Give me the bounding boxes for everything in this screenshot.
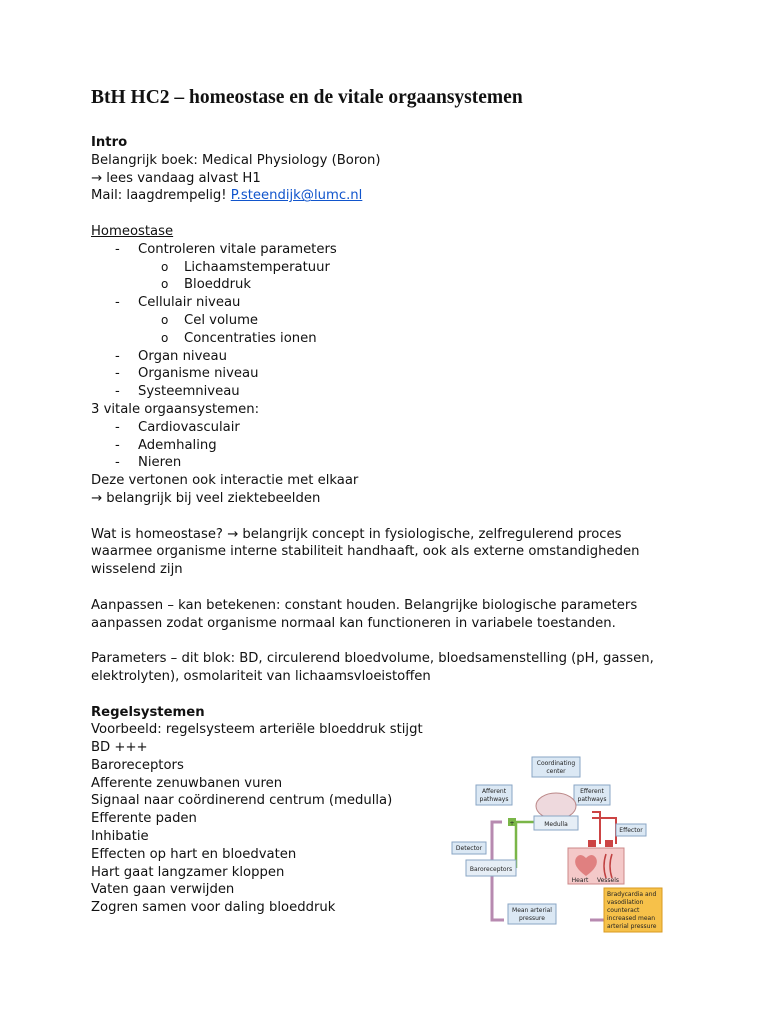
bullet-marker: o <box>161 312 169 327</box>
vessels-label: Vessels <box>596 877 620 884</box>
efferent-pathways-label: pathways <box>577 796 607 803</box>
systems-intro: 3 vitale orgaansystemen: <box>91 401 260 417</box>
medulla-label: Medulla <box>544 821 568 828</box>
arrow-icon: → <box>91 170 103 186</box>
mean-arterial-label: Mean arterial <box>512 907 552 914</box>
arrow-icon: → <box>227 526 239 542</box>
paragraph: Aanpassen – kan betekenen: constant houden. Belangrijke biologische parameters aanpassen zodat organisme normaal kan functioneren in variabele toestanden. <box>91 597 638 631</box>
regelsystemen-heading: Regelsystemen <box>91 704 205 720</box>
regel-line: Afferente zenuwbanen vuren <box>91 775 283 791</box>
list-item <box>91 365 691 383</box>
detector-label: Detector <box>455 845 483 852</box>
list-item <box>91 348 691 366</box>
interaction-note-text: belangrijk bij veel ziektebeelden <box>106 490 321 506</box>
list-item-label: Systeemniveau <box>138 384 240 400</box>
mail-prefix: Mail: laagdrempelig! <box>91 188 231 204</box>
dash-marker: - <box>115 241 120 257</box>
dash-marker: - <box>115 366 120 382</box>
list-item <box>91 241 691 259</box>
interaction-note <box>91 490 691 508</box>
list-item <box>91 419 691 437</box>
effector-label: Effector <box>619 827 643 834</box>
regel-line: Inhibatie <box>91 829 149 845</box>
list-item-label: Controleren vitale parameters <box>138 241 337 257</box>
list-item <box>91 276 691 294</box>
dash-marker: - <box>115 419 120 435</box>
list-item-label: Lichaamstemperatuur <box>184 259 330 275</box>
center-label: center <box>546 768 566 775</box>
dash-marker: - <box>115 437 120 453</box>
pressure-label: pressure <box>519 915 545 922</box>
list-item-label: Organisme niveau <box>138 366 259 382</box>
list-item-label: Cardiovasculair <box>138 419 240 435</box>
baroreceptor-reflex-diagram <box>440 752 670 937</box>
note-line: Bradycardia and <box>607 891 657 898</box>
list-item-label: Ademhaling <box>138 437 217 453</box>
list-item-label: Bloeddruk <box>184 277 252 293</box>
minus-icon <box>605 840 613 847</box>
regel-line: Hart gaat langzamer kloppen <box>91 864 285 880</box>
list-item <box>91 454 691 472</box>
mail-line <box>91 187 691 205</box>
interaction-line: Deze vertonen ook interactie met elkaar <box>91 473 359 489</box>
mail-link[interactable]: P.steendijk@lumc.nl <box>230 188 363 204</box>
regel-line: Effecten op hart en bloedvaten <box>91 846 297 862</box>
regel-line: BD +++ <box>91 740 148 756</box>
note-line: vasodilation <box>607 899 644 906</box>
dash-marker: - <box>115 455 120 471</box>
afferent-label: Afferent <box>481 788 507 795</box>
regel-line: Zogren samen voor daling bloeddruk <box>91 900 336 916</box>
list-item <box>91 383 691 401</box>
note-line: counteract <box>607 907 640 914</box>
intro-arrow-line <box>91 170 691 188</box>
arrow-icon: → <box>91 490 103 506</box>
intro-line: Belangrijk boek: Medical Physiology (Boron) <box>91 152 381 168</box>
coordinating-label: Coordinating <box>536 760 576 767</box>
bullet-marker: o <box>161 277 169 292</box>
list-item <box>91 294 691 312</box>
minus-icon <box>588 840 596 847</box>
plus-sign: + <box>509 820 515 827</box>
note-line: arterial pressure <box>607 923 657 930</box>
efferent-arrow-1 <box>592 812 600 844</box>
regel-line: Voorbeeld: regelsysteem arteriële bloeddruk stijgt <box>91 722 423 738</box>
paragraph-prefix: Wat is homeostase? <box>91 526 228 542</box>
homeostase-heading: Homeostase <box>91 223 174 239</box>
list-item-label: Cel volume <box>184 312 259 328</box>
dash-marker: - <box>115 384 120 400</box>
list-item <box>91 312 691 330</box>
heart-label: Heart <box>571 877 589 884</box>
list-item <box>91 437 691 455</box>
intro-heading: Intro <box>91 135 128 150</box>
intro-line: lees vandaag alvast H1 <box>106 170 261 186</box>
document-title: BtH HC2 – homeostase en de vitale orgaansystemen <box>91 87 523 108</box>
bullet-marker: o <box>161 330 169 345</box>
paragraph <box>91 526 671 579</box>
list-item-label: Concentraties ionen <box>184 330 317 346</box>
paragraph-text: belangrijk concept in fysiologische, zelfregulerend proces waarmee organisme interne stabiliteit handhaaft, ook als externe omstandigheden wisselend zijn <box>91 526 640 578</box>
afferent-pathways-label: pathways <box>479 796 509 803</box>
list-item <box>91 259 691 277</box>
list-item-label: Organ niveau <box>138 348 227 364</box>
bullet-marker: o <box>161 259 169 274</box>
note-line: increased mean <box>607 915 656 922</box>
list-item-label: Cellulair niveau <box>138 295 241 311</box>
dash-marker: - <box>115 348 120 364</box>
regel-line: Efferente paden <box>91 811 197 827</box>
list-item <box>91 330 691 348</box>
list-item-label: Nieren <box>138 455 182 471</box>
efferent-label: Efferent <box>580 788 604 795</box>
brain-icon <box>536 793 576 819</box>
regel-line: Signaal naar coördinerend centrum (medulla) <box>91 793 393 809</box>
dash-marker: - <box>115 295 120 311</box>
regel-line: Baroreceptors <box>91 757 184 773</box>
regel-line: Vaten gaan verwijden <box>91 882 235 898</box>
paragraph: Parameters – dit blok: BD, circulerend bloedvolume, bloedsamenstelling (pH, gassen, elektrolyten), osmolariteit van lichaamsvloeistoffen <box>91 651 654 684</box>
baroreceptors-label: Baroreceptors <box>469 866 513 873</box>
